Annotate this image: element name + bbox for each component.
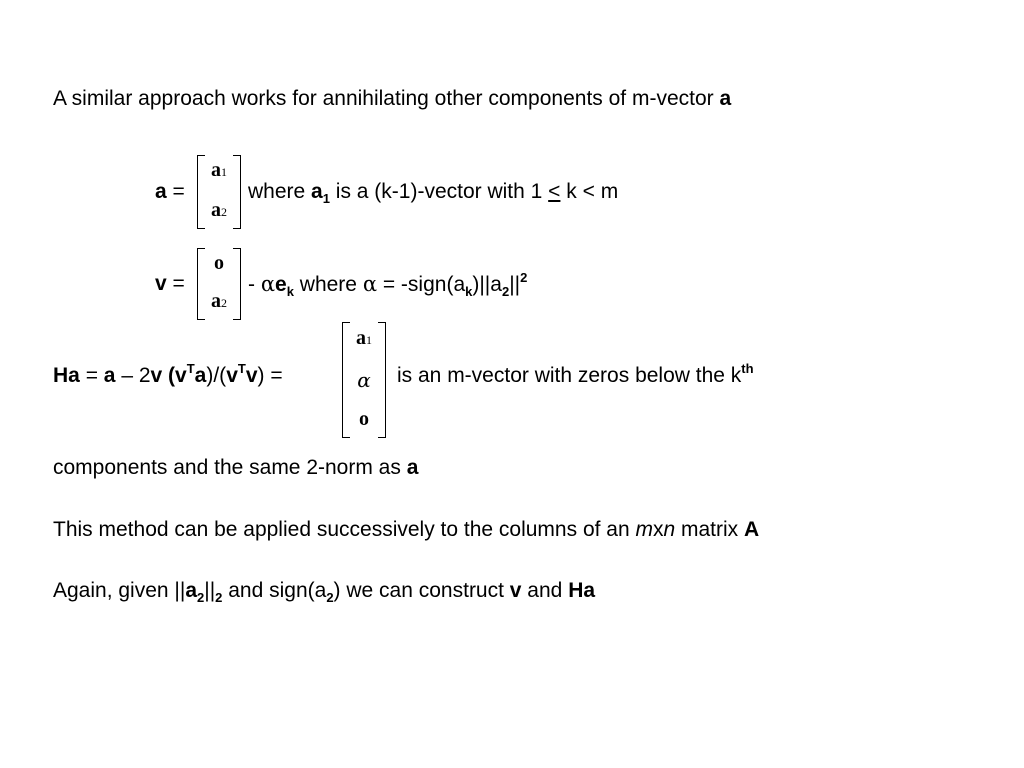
- matrix-ha-row3: o: [359, 408, 369, 430]
- intro-vector-a: a: [719, 87, 732, 110]
- eq-ha-lhs: Ha = a – 2v $(v^Ta)/(v^Tv)$ =: [53, 361, 283, 387]
- matrix-ha: [342, 322, 386, 438]
- eq-v-rhs: - $\alpha e_k$ where $\alpha = -sign(a_k)||a_2||^2$: [248, 270, 528, 299]
- again-line: Again, given $||a_2||_2$ and $sign(a_2)$ we can construct v and Ha: [53, 579, 596, 605]
- eq-a-where: where $a_1$ is a (k-1)-vector with 1 < k < m: [248, 180, 619, 206]
- matrix-v: [197, 248, 241, 320]
- eq-a-equals: =: [166, 180, 185, 203]
- method-line: This method can be applied successively to the columns of an mxn matrix A: [53, 518, 760, 541]
- matrix-ha-row1: a1: [356, 327, 372, 349]
- components-line: components and the same 2-norm as a: [53, 456, 419, 479]
- eq-v-lhs: [155, 271, 185, 297]
- eq-ha-desc: is an m-vector with zeros below the $k^{th}$: [397, 361, 754, 387]
- matrix-a-row2: a2: [211, 199, 227, 221]
- intro-text: A similar approach works for annihilating other components of m-vector: [53, 87, 720, 110]
- matrix-v-row2: a2: [211, 290, 227, 312]
- matrix-a-row1: a1: [211, 159, 227, 181]
- matrix-a: [197, 155, 241, 229]
- eq-a-symbol: a: [155, 180, 167, 203]
- eq-a-lhs: [155, 179, 185, 205]
- eq-v-equals: =: [166, 272, 185, 295]
- eq-v-symbol: v: [155, 272, 167, 295]
- matrix-ha-row2: α: [357, 368, 371, 392]
- matrix-v-row1: o: [214, 252, 224, 274]
- intro-line: [53, 86, 731, 112]
